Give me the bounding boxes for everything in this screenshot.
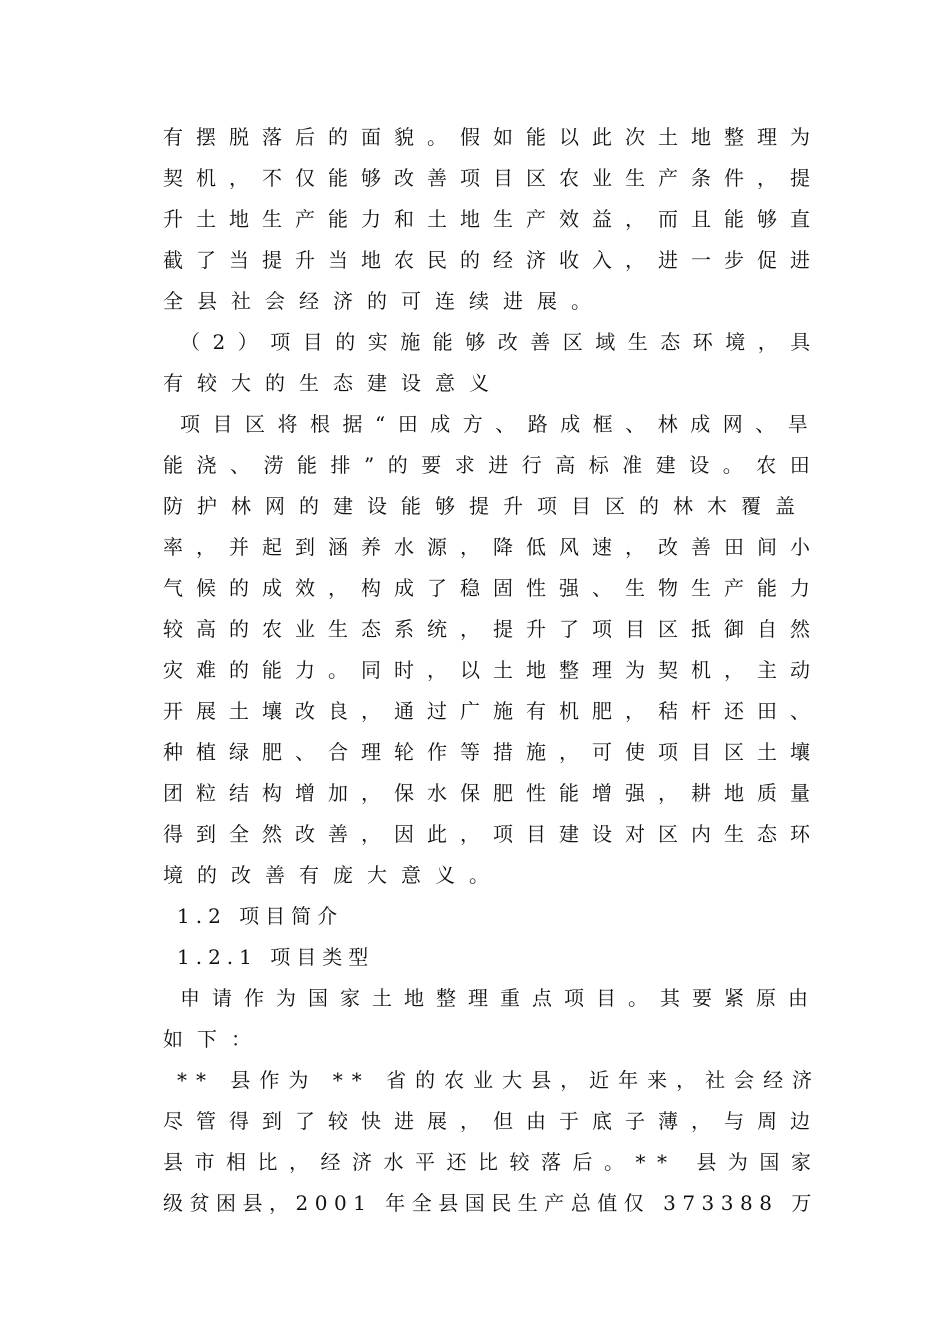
text-line: 升土地生产能力和土地生产效益，而且能够直 [163,207,823,231]
text-line: 团粒结构增加，保水保肥性能增强，耕地质量 [163,781,823,805]
text-line: 得到全然改善，因此，项目建设对区内生态环 [163,822,823,846]
text-line: 契机，不仅能够改善项目区农业生产条件，提 [163,166,823,190]
text-line: 气候的成效，构成了稳固性强、生物生产能力 [163,576,823,600]
text-line: 如下： [163,1027,265,1051]
text-line: 率，并起到涵养水源，降低风速，改善田间小 [163,535,823,559]
text-line: 灾难的能力。同时，以土地整理为契机，主动 [163,658,823,682]
text-line: 县市相比，经济水平还比较落后。** 县为国家 [163,1150,823,1174]
text-line: 能浇、涝能排”的要求进行高标准建设。农田 [163,453,824,477]
text-line: 开展土壤改良，通过广施有机肥，秸杆还田、 [163,699,823,723]
text-line: 境的改善有庞大意义。 [163,863,503,887]
paragraph-start-line: ** 县作为 ** 省的农业大县，近年来，社会经济 [177,1068,822,1092]
section-heading-1-2: 1.2 项目简介 [177,904,344,928]
text-line: 尽管得到了较快进展，但由于底子薄，与周边 [163,1109,823,1133]
section-heading: （2）项目的实施能够改善区域生态环境，具 [180,330,823,354]
text-line: 较高的农业生态系统，提升了项目区抵御自然 [163,617,823,641]
text-line: 级贫困县，2001 年全县国民生产总值仅 373388 万 [163,1191,818,1215]
text-line: 全县社会经济的可连续进展。 [163,289,605,313]
section-heading-1-2-1: 1.2.1 项目类型 [177,945,375,969]
paragraph-start-line: 项目区将根据“田成方、路成框、林成网、旱 [180,412,821,436]
text-line: 种植绿肥、合理轮作等措施，可使项目区土壤 [163,740,823,764]
text-line: 有摆脱落后的面貌。假如能以此次土地整理为 [163,125,823,149]
text-line: 截了当提升当地农民的经济收入，进一步促进 [163,248,823,272]
text-line: 防护林网的建设能够提升项目区的林木覆盖 [163,494,809,518]
text-line: 有较大的生态建设意义 [163,371,503,395]
paragraph-start-line: 申请作为国家土地整理重点项目。其要紧原由 [180,986,820,1010]
